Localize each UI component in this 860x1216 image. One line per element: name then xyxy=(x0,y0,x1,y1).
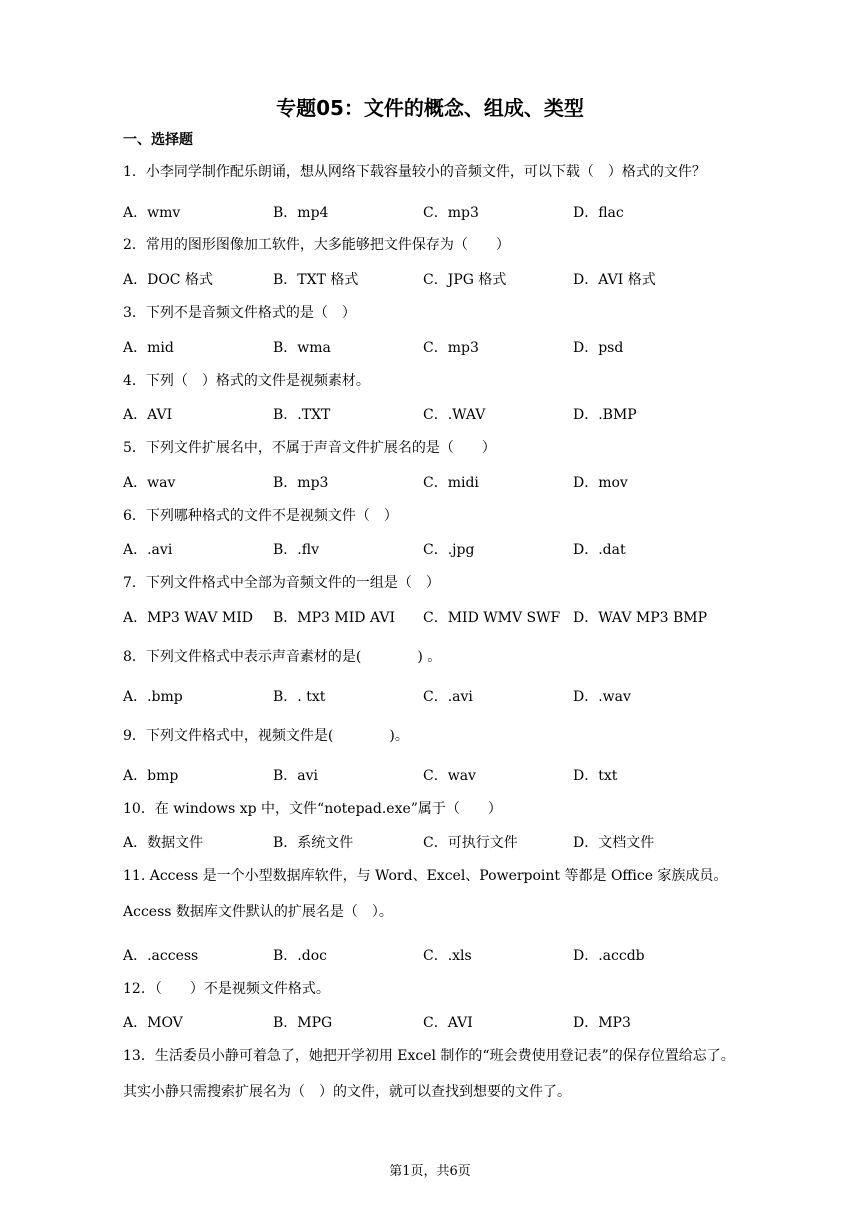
option-b: B．TXT 格式 xyxy=(273,272,359,288)
option-a: A．.avi xyxy=(123,542,173,558)
question-12: 12．（ ）不是视频文件格式。 xyxy=(123,981,330,997)
option-a: A．MP3 WAV MID xyxy=(123,610,253,626)
option-d: D．flac xyxy=(573,205,624,221)
option-c: C．.jpg xyxy=(423,542,475,558)
option-d: D．.BMP xyxy=(573,407,637,423)
option-b: B．mp4 xyxy=(273,205,329,221)
option-a: A．DOC 格式 xyxy=(123,272,213,288)
option-a: A．wmv xyxy=(123,205,181,221)
option-a: A．MOV xyxy=(123,1015,183,1031)
option-d: D．文档文件 xyxy=(573,835,655,851)
question-10-options xyxy=(123,833,743,853)
option-b: B．mp3 xyxy=(273,475,329,491)
question-8: 8．下列文件格式中表示声音素材的是( ) 。 xyxy=(123,649,442,665)
option-c: C．AVI xyxy=(423,1015,473,1031)
option-b: B．. txt xyxy=(273,689,326,705)
option-a: A．数据文件 xyxy=(123,835,204,851)
option-d: D．psd xyxy=(573,340,624,356)
option-d: D．MP3 xyxy=(573,1015,631,1031)
question-9: 9．下列文件格式中，视频文件是( )。 xyxy=(123,728,409,744)
option-c: C．MID WMV SWF xyxy=(423,610,561,626)
question-3-options xyxy=(123,338,743,358)
option-c: C．midi xyxy=(423,475,479,491)
option-c: C．JPG 格式 xyxy=(423,272,507,288)
question-4: 4．下列（ ）格式的文件是视频素材。 xyxy=(123,373,370,389)
question-6: 6．下列哪种格式的文件不是视频文件（ ） xyxy=(123,508,398,524)
option-b: B．MPG xyxy=(273,1015,333,1031)
option-a: A．AVI xyxy=(123,407,173,423)
question-6-options xyxy=(123,540,743,560)
option-c: C．mp3 xyxy=(423,340,479,356)
option-a: A．wav xyxy=(123,475,176,491)
option-d: D．.dat xyxy=(573,542,626,558)
question-1: 1．小李同学制作配乐朗诵，想从网络下载容量较小的音频文件，可以下载（ ）格式的文件？ xyxy=(123,164,706,180)
option-d: D．txt xyxy=(573,768,618,784)
question-7-options xyxy=(123,608,743,628)
question-5: 5．下列文件扩展名中，不属于声音文件扩展名的是（ ） xyxy=(123,440,496,456)
section-heading: 一、选择题 xyxy=(123,132,193,148)
option-c: C．wav xyxy=(423,768,476,784)
question-13: 13．生活委员小静可着急了，她把开学初用 Excel 制作的“班会费使用登记表”的保存位置给忘了。其实小静只需搜索扩展名为（ ）的文件，就可以查找到想要的文件了。 xyxy=(123,1048,735,1100)
question-8-options xyxy=(123,687,743,707)
option-a: A．mid xyxy=(123,340,174,356)
option-b: B．wma xyxy=(273,340,331,356)
option-c: C．可执行文件 xyxy=(423,835,518,851)
option-d: D．AVI 格式 xyxy=(573,272,656,288)
option-c: C．.WAV xyxy=(423,407,486,423)
question-9-options xyxy=(123,766,743,786)
question-11: 11. Access 是一个小型数据库软件，与 Word、Excel、Powerpoint 等都是 Office 家族成员。Access 数据库文件默认的扩展名是（ ）。 xyxy=(123,868,728,920)
page-title: 专题05：文件的概念、组成、类型 xyxy=(276,96,584,120)
question-1-options xyxy=(123,203,743,223)
question-2: 2．常用的图形图像加工软件，大多能够把文件保存为（ ） xyxy=(123,237,510,253)
question-4-options xyxy=(123,405,743,425)
page-footer: 第1页，共6页 xyxy=(389,1164,471,1179)
option-a: A．.access xyxy=(123,948,199,964)
question-7: 7．下列文件格式中全部为音频文件的一组是（ ） xyxy=(123,575,440,591)
option-d: D．.wav xyxy=(573,689,631,705)
question-11-options xyxy=(123,946,743,966)
option-d: D．WAV MP3 BMP xyxy=(573,610,708,626)
option-c: C．mp3 xyxy=(423,205,479,221)
option-b: B．.flv xyxy=(273,542,319,558)
option-d: D．.accdb xyxy=(573,948,645,964)
option-b: B．.doc xyxy=(273,948,327,964)
option-c: C．.avi xyxy=(423,689,473,705)
question-2-options xyxy=(123,270,743,290)
option-c: C．.xls xyxy=(423,948,472,964)
question-10: 10．在 windows xp 中，文件“notepad.exe”属于（ ） xyxy=(123,801,502,817)
option-b: B．MP3 MID AVI xyxy=(273,610,395,626)
question-12-options xyxy=(123,1013,743,1033)
option-a: A．.bmp xyxy=(123,689,183,705)
option-b: B．avi xyxy=(273,768,319,784)
option-b: B．.TXT xyxy=(273,407,331,423)
option-b: B．系统文件 xyxy=(273,835,354,851)
option-d: D．mov xyxy=(573,475,628,491)
option-a: A．bmp xyxy=(123,768,179,784)
question-3: 3．下列不是音频文件格式的是（ ） xyxy=(123,305,356,321)
question-5-options xyxy=(123,473,743,493)
